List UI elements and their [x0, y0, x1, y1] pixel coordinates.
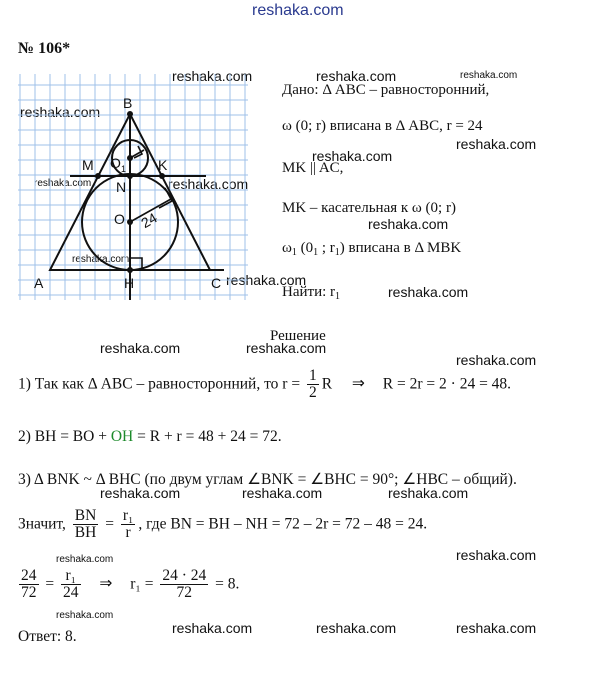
watermark: reshaka.com: [56, 554, 114, 565]
label-k: K: [158, 157, 168, 173]
problem-number: № 106*: [18, 40, 71, 57]
watermark: reshaka.com: [460, 70, 518, 81]
watermark: reshaka.com: [226, 272, 307, 288]
watermark: reshaka.com: [34, 178, 92, 189]
solution-step-4: Значит, $\frac{BN}{BH}$ = $\frac{\text{r₁}}{r}$ , где BN = BH – NH = 72 – 2r = 72 – 48 = 24.: [18, 507, 428, 542]
given-line-4: MK – касательная к ω (0; r): [282, 200, 456, 216]
watermark: reshaka.com: [368, 216, 449, 232]
label-o1: O: [110, 155, 121, 171]
geometry-figure: [18, 74, 258, 304]
fraction-one-half: $\frac{1}{2}$: [308, 367, 317, 402]
watermark: reshaka.com: [246, 340, 327, 356]
label-a: A: [34, 275, 44, 291]
solution-heading: Решение: [270, 328, 326, 344]
given-line-5: $\omega_1$ ($0_1$ ; $r_1$) вписана в Δ MBK: [282, 240, 462, 258]
label-m: M: [82, 157, 94, 173]
watermark: reshaka.com: [388, 284, 469, 300]
watermark: reshaka.com: [456, 620, 537, 636]
given-line-1: Дано: Δ ABC – равносторонний,: [282, 82, 490, 98]
find-line: Найти: $r_1$: [282, 284, 341, 302]
watermark: reshaka.com: [168, 176, 249, 192]
label-c: C: [211, 275, 222, 291]
answer: Ответ: 8.: [18, 628, 77, 645]
watermark: reshaka.com: [20, 104, 101, 120]
watermark: reshaka.com: [388, 485, 469, 501]
given-line-2: ω (0; r) вписана в Δ ABC, r = 24: [282, 118, 483, 134]
label-n: N: [116, 179, 127, 195]
label-radius: 24: [138, 209, 160, 232]
watermark: reshaka.com: [100, 340, 181, 356]
label-o: O: [114, 211, 125, 227]
watermark: reshaka.com: [456, 547, 537, 563]
solution-step-5: $\frac{24}{72}$ = $\frac{\text{r₁}}{24}$ ⇒ r₁ = $\frac{24 \cdot 24}{72}$ = 8.: [21, 567, 240, 602]
label-o1-sub: 1: [121, 164, 127, 174]
implies-icon: ⇒: [99, 575, 113, 593]
label-h: H: [124, 275, 135, 291]
implies-icon: ⇒: [351, 375, 365, 393]
label-b: B: [123, 95, 133, 111]
watermark: reshaka.com: [242, 485, 323, 501]
watermark: reshaka.com: [172, 68, 253, 84]
solution-step-2: 2) BH = BO + OH = R + r = 48 + 24 = 72.: [18, 428, 282, 445]
watermark: reshaka.com: [316, 68, 397, 84]
solution-step-3: 3) Δ BNK ~ Δ BHC (по двум углам ∠BNK = ∠BHC = 90°; ∠HBC – общий).: [18, 471, 517, 488]
solution-step-1: 1) Так как Δ ABC – равносторонний, то r = $\frac{1}{2}$ R ⇒ R = 2r = 2 · 24 = 48.: [18, 367, 512, 402]
watermark: reshaka.com: [72, 254, 130, 265]
watermark: reshaka.com: [172, 620, 253, 636]
watermark: reshaka.com: [456, 352, 537, 368]
given-line-3: MK || AC,: [282, 160, 344, 176]
watermark-top: reshaka.com: [252, 2, 344, 19]
watermark: reshaka.com: [316, 620, 397, 636]
watermark: reshaka.com: [312, 148, 393, 164]
watermark: reshaka.com: [100, 485, 181, 501]
watermark: reshaka.com: [56, 610, 114, 621]
watermark: reshaka.com: [456, 136, 537, 152]
